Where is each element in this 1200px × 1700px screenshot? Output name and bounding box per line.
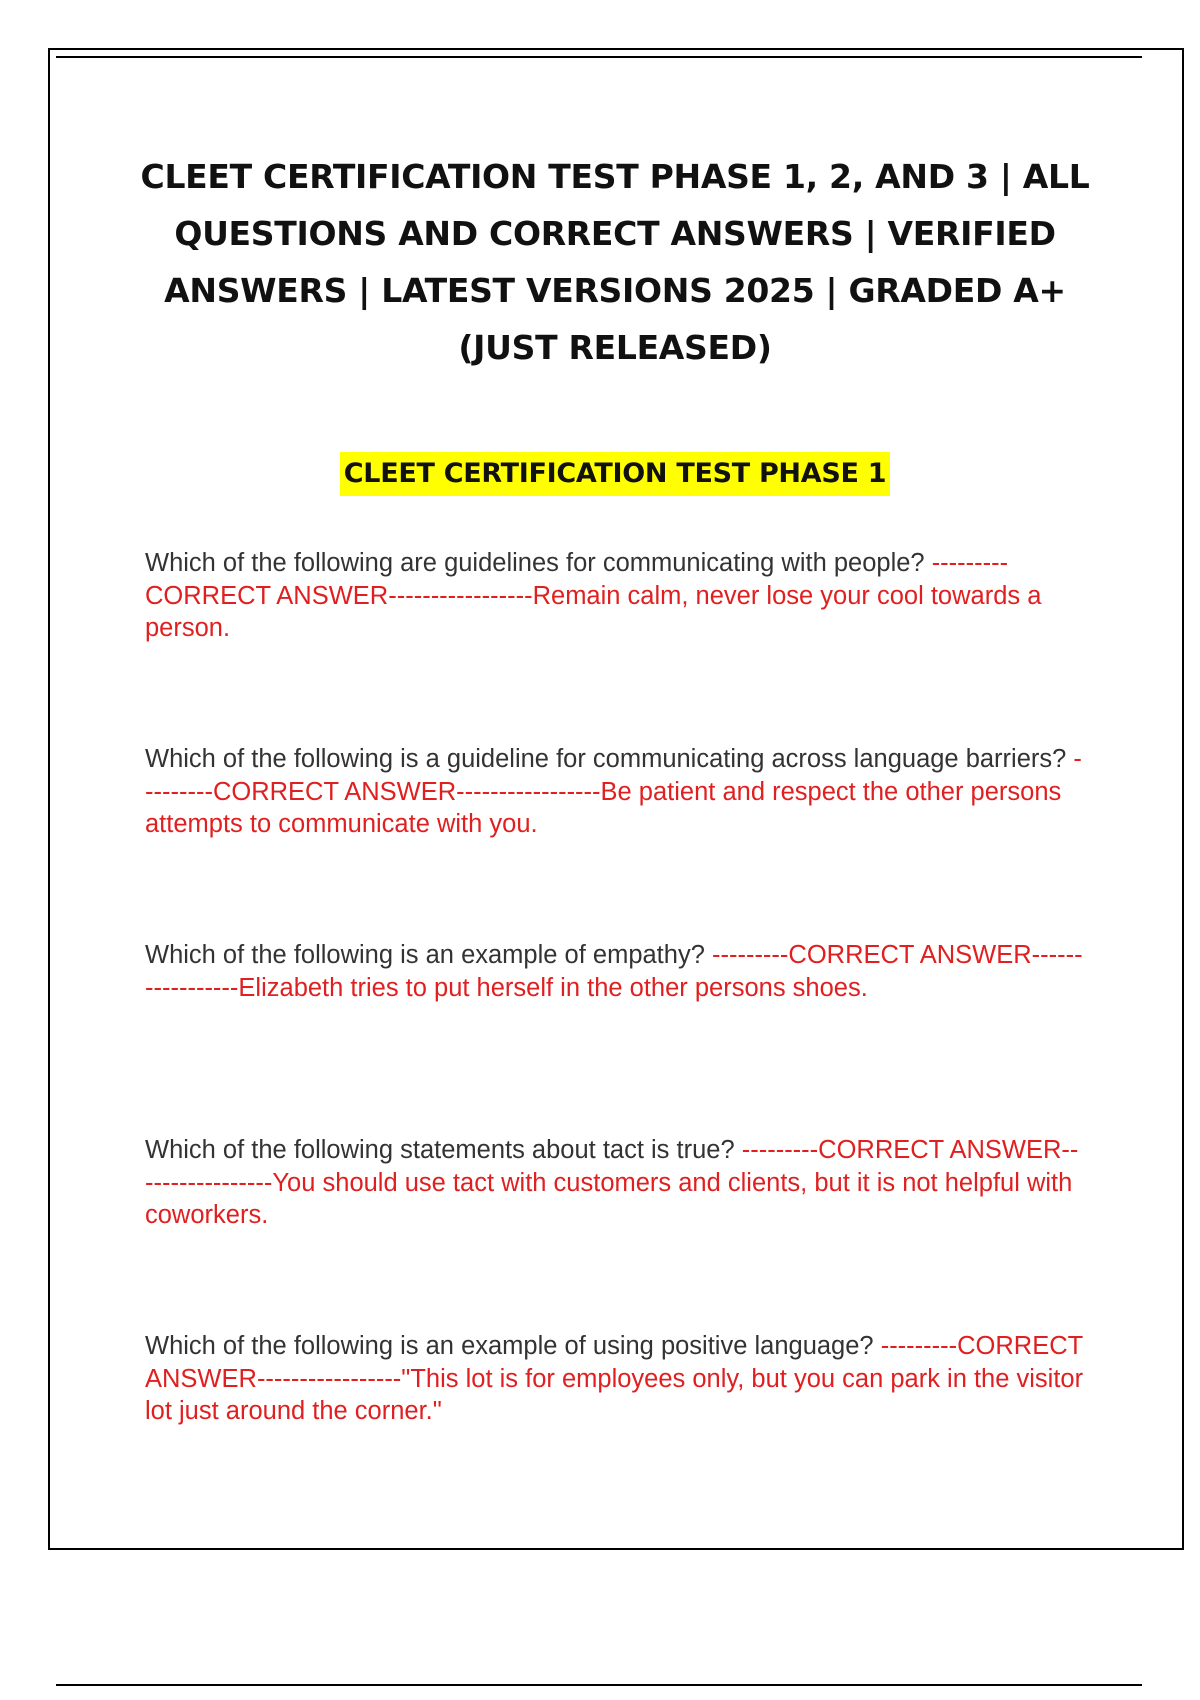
correct-answer-label: CORRECT ANSWER [145, 581, 389, 610]
question-text: Which of the following are guidelines for communicating with people? [145, 549, 925, 577]
question-text: Which of the following statements about tact is true? [145, 1136, 735, 1164]
section-heading: CLEET CERTIFICATION TEST PHASE 1 [340, 452, 890, 496]
answer-separator: --------- [931, 549, 1009, 577]
correct-answer-label: CORRECT ANSWER [145, 1332, 1083, 1393]
answer-separator: ----------------- [145, 1136, 1079, 1197]
answer-separator: --------- [880, 1332, 958, 1360]
qa-item-5 [145, 1330, 1085, 1428]
section-heading-container [0, 452, 1200, 496]
correct-answer-label: CORRECT ANSWER [788, 941, 1032, 969]
qa-item-4 [145, 1134, 1085, 1232]
top-divider [56, 56, 1142, 58]
answer-separator: ----------------- [388, 581, 533, 610]
qa-item-2 [145, 743, 1085, 841]
bottom-divider [56, 1684, 1142, 1686]
answer-separator: --------- [741, 1136, 819, 1164]
question-text: Which of the following is a guideline for communicating across language barriers? [145, 745, 1067, 773]
answer-separator: --------- [711, 941, 789, 969]
answer-separator: --------- [145, 745, 1082, 806]
answer-text: Remain calm, never lose your cool towards a person. [145, 581, 1042, 642]
qa-item-1 [145, 547, 1085, 645]
answer-text: You should use tact with customers and clients, but it is not helpful with coworkers. [145, 1168, 1073, 1229]
answer-separator: ----------------- [256, 1364, 402, 1393]
question-text: Which of the following is an example of using positive language? [145, 1332, 874, 1360]
correct-answer-label: CORRECT ANSWER [818, 1136, 1062, 1164]
answer-text: Elizabeth tries to put herself in the other persons shoes. [238, 973, 868, 1002]
answer-separator: ----------------- [145, 941, 1083, 1002]
document-title: CLEET CERTIFICATION TEST PHASE 1, 2, AND 3 | ALL QUESTIONS AND CORRECT ANSWERS | VERIFIED ANSWERS | LATEST VERSIONS 2025 | GRADED A+ (JUST RELEASED) [140, 157, 1090, 367]
answer-text: "This lot is for employees only, but you can park in the visitor lot just around the corner." [145, 1364, 1084, 1425]
qa-item-3 [145, 939, 1085, 1004]
question-text: Which of the following is an example of empathy? [145, 941, 705, 969]
answer-separator: ----------------- [456, 777, 601, 806]
answer-text: Be patient and respect the other persons attempts to communicate with you. [145, 777, 1062, 838]
correct-answer-label: CORRECT ANSWER [212, 777, 457, 806]
